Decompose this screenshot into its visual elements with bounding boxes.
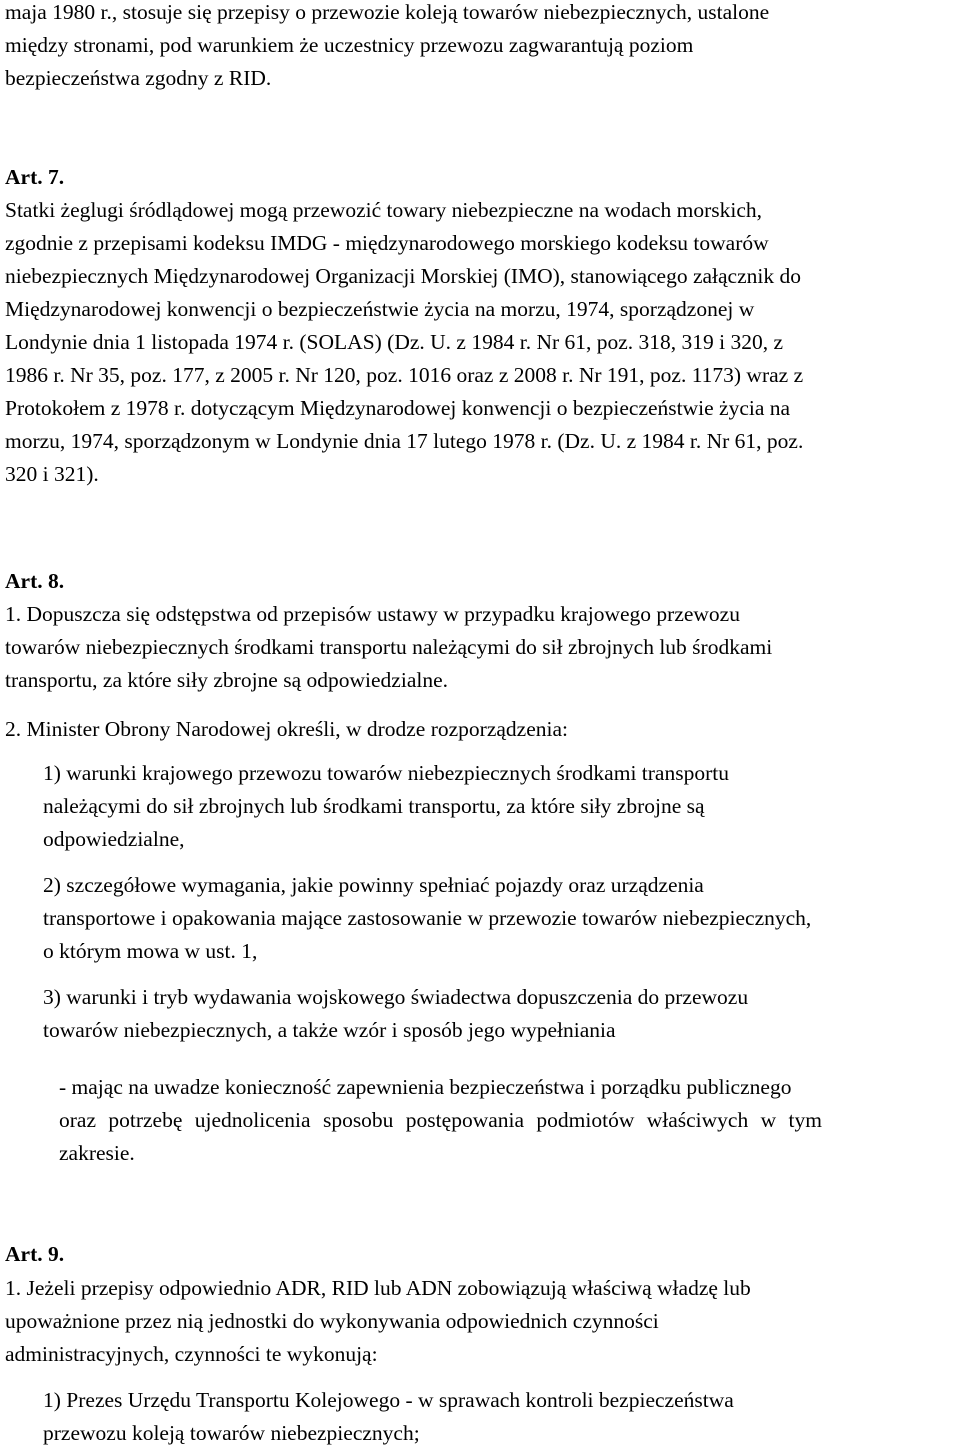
text-line: Międzynarodowej konwencji o bezpieczeństwie życia na morzu, 1974, sporządzonej w <box>5 297 755 321</box>
text-line: o którym mowa w ust. 1, <box>43 939 258 963</box>
text-line: między stronami, pod warunkiem że uczestnicy przewozu zagwarantują poziom <box>5 33 694 57</box>
article-9-paragraph-1 <box>5 1272 955 1371</box>
article-8-closing-clause <box>59 1071 959 1170</box>
article-7-paragraph <box>5 194 955 491</box>
article-8-item-3 <box>43 981 955 1047</box>
article-9-item-1 <box>43 1384 955 1450</box>
text-line: odpowiedzialne, <box>43 827 185 851</box>
text-line: towarów niebezpiecznych środkami transportu należącymi do sił zbrojnych lub środkami <box>5 635 773 659</box>
text-line: 2) szczegółowe wymagania, jakie powinny spełniać pojazdy oraz urządzenia <box>43 873 704 897</box>
text-line: towarów niebezpiecznych, a także wzór i sposób jego wypełniania <box>43 1018 616 1042</box>
text-line: Statki żeglugi śródlądowej mogą przewozić towary niebezpieczne na wodach morskich, <box>5 198 763 222</box>
text-line: morzu, 1974, sporządzonym w Londynie dnia 17 lutego 1978 r. (Dz. U. z 1984 r. Nr 61, poz. <box>5 429 804 453</box>
text-line: zgodnie z przepisami kodeksu IMDG - międzynarodowego morskiego kodeksu towarów <box>5 231 769 255</box>
text-line: 3) warunki i tryb wydawania wojskowego świadectwa dopuszczenia do przewozu <box>43 985 749 1009</box>
text-line: Protokołem z 1978 r. dotyczącym Międzynarodowej konwencji o bezpieczeństwie życia na <box>5 396 791 420</box>
text-line: bezpieczeństwa zgodny z RID. <box>5 66 272 90</box>
article-8-paragraph-1 <box>5 598 955 697</box>
article-7-heading: Art. 7. <box>5 165 65 189</box>
text-line: 1986 r. Nr 35, poz. 177, z 2005 r. Nr 120, poz. 1016 oraz z 2008 r. Nr 191, poz. 1173) wraz z <box>5 363 804 387</box>
intro-paragraph <box>5 0 955 95</box>
text-line: należącymi do sił zbrojnych lub środkami transportu, za które siły zbrojne są <box>43 794 705 818</box>
text-line: 1. Jeżeli przepisy odpowiednio ADR, RID lub ADN zobowiązują właściwą władzę lub <box>5 1276 751 1300</box>
article-8-item-2 <box>43 869 955 968</box>
text-line: 320 i 321). <box>5 462 99 486</box>
article-8-paragraph-2: 2. Minister Obrony Narodowej określi, w drodze rozporządzenia: <box>5 717 568 741</box>
text-line: niebezpiecznych Międzynarodowej Organizacji Morskiej (IMO), stanowiącego załącznik do <box>5 264 801 288</box>
text-line: transportowe i opakowania mające zastosowanie w przewozie towarów niebezpiecznych, <box>43 906 812 930</box>
text-line: Londynie dnia 1 listopada 1974 r. (SOLAS) (Dz. U. z 1984 r. Nr 61, poz. 318, 319 i 320, z <box>5 330 784 354</box>
text-line: upoważnione przez nią jednostki do wykonywania odpowiednich czynności <box>5 1309 659 1333</box>
text-line: zakresie. <box>59 1141 135 1165</box>
text-line: maja 1980 r., stosuje się przepisy o przewozie koleją towarów niebezpiecznych, ustalone <box>5 0 770 24</box>
article-8-item-1 <box>43 757 955 856</box>
text-line: 1) warunki krajowego przewozu towarów niebezpiecznych środkami transportu <box>43 761 729 785</box>
text-line: transportu, za które siły zbrojne są odpowiedzialne. <box>5 668 448 692</box>
article-9-heading: Art. 9. <box>5 1242 65 1266</box>
text-line: 1. Dopuszcza się odstępstwa od przepisów ustawy w przypadku krajowego przewozu <box>5 602 740 626</box>
text-line: - mając na uwadze konieczność zapewnienia bezpieczeństwa i porządku publicznego <box>59 1075 792 1099</box>
text-line: przewozu koleją towarów niebezpiecznych; <box>43 1421 420 1445</box>
text-line: 1) Prezes Urzędu Transportu Kolejowego - w sprawach kontroli bezpieczeństwa <box>43 1388 734 1412</box>
text-line: oraz potrzebę ujednolicenia sposobu postępowania podmiotów właściwych w tym <box>59 1108 822 1132</box>
article-8-heading: Art. 8. <box>5 569 65 593</box>
text-line: administracyjnych, czynności te wykonują: <box>5 1342 378 1366</box>
